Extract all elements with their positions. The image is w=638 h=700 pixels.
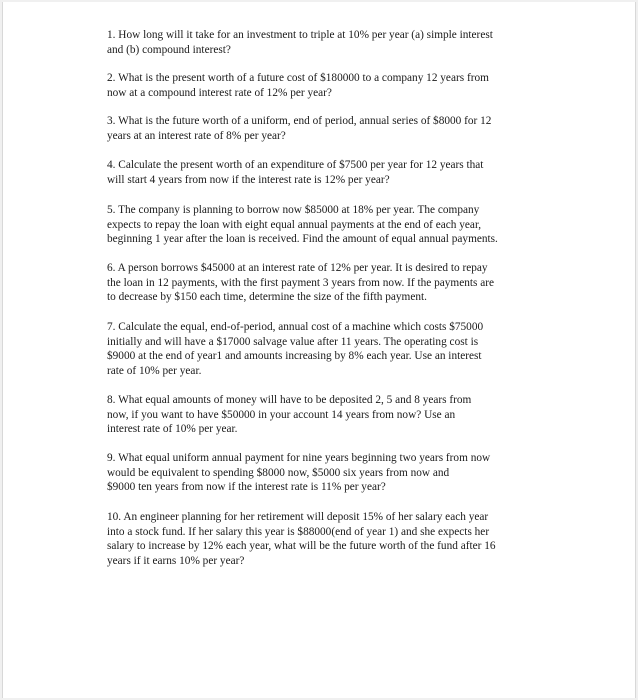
question-line: will start 4 years from now if the interest rate is 12% per year? xyxy=(107,173,390,186)
question-line: $9000 ten years from now if the interest rate is 11% per year? xyxy=(107,481,386,493)
question-line: 1. How long will it take for an investment to triple at 10% per year (a) simple interest xyxy=(107,29,493,41)
question-line: expects to repay the loan with eight equal annual payments at the end of each year, xyxy=(107,218,482,231)
question-line: 4. Calculate the present worth of an expenditure of $7500 per year for 12 years that xyxy=(107,159,484,171)
question-line: and (b) compound interest? xyxy=(107,43,231,56)
question-9 xyxy=(107,451,555,495)
question-line: 7. Calculate the equal, end-of-period, annual cost of a machine which costs $75000 xyxy=(107,321,484,333)
question-7 xyxy=(107,320,539,378)
question-line: rate of 10% per year. xyxy=(107,364,202,377)
question-line: 2. What is the present worth of a future cost of $180000 to a company 12 years from xyxy=(107,72,489,84)
question-line: into a stock fund. If her salary this year is $88000(end of year 1) and she expects her xyxy=(107,525,490,538)
question-2 xyxy=(107,71,539,100)
question-line: salary to increase by 12% each year, what will be the future worth of the fund after 16 xyxy=(107,540,496,552)
question-line: $9000 at the end of year1 and amounts increasing by 8% each year. Use an interest xyxy=(107,350,482,362)
question-line: interest rate of 10% per year. xyxy=(107,423,238,435)
question-line: would be equivalent to spending $8000 now, $5000 six years from now and xyxy=(107,466,450,479)
question-line: 8. What equal amounts of money will have to be deposited 2, 5 and 8 years from xyxy=(107,394,472,406)
question-3 xyxy=(107,114,539,143)
question-5 xyxy=(107,203,539,247)
question-line: 3. What is the future worth of a uniform, end of period, annual series of $8000 for 12 xyxy=(107,115,492,127)
question-4 xyxy=(107,158,539,187)
question-line: years if it earns 10% per year? xyxy=(107,554,245,567)
question-line: beginning 1 year after the loan is received. Find the amount of equal annual payments. xyxy=(107,233,498,245)
question-line: 5. The company is planning to borrow now $85000 at 18% per year. The company xyxy=(107,204,480,216)
question-1 xyxy=(107,28,539,57)
question-line: 10. An engineer planning for her retirement will deposit 15% of her salary each year xyxy=(107,511,489,523)
question-line: now, if you want to have $50000 in your account 14 years from now? Use an xyxy=(107,408,456,421)
question-line: to decrease by $150 each time, determine the size of the fifth payment. xyxy=(107,291,427,303)
question-line: now at a compound interest rate of 12% per year? xyxy=(107,86,332,99)
question-8 xyxy=(107,393,555,437)
question-line: 6. A person borrows $45000 at an interest rate of 12% per year. It is desired to repay xyxy=(107,262,488,274)
question-line: initially and will have a $17000 salvage value after 11 years. The operating cost is xyxy=(107,335,479,348)
question-line: the loan in 12 payments, with the first payment 3 years from now. If the payments are xyxy=(107,276,495,289)
question-6 xyxy=(107,261,539,305)
question-line: years at an interest rate of 8% per year? xyxy=(107,129,286,142)
document-page xyxy=(2,2,636,698)
question-line: 9. What equal uniform annual payment for nine years beginning two years from now xyxy=(107,452,491,464)
question-10 xyxy=(107,510,539,568)
